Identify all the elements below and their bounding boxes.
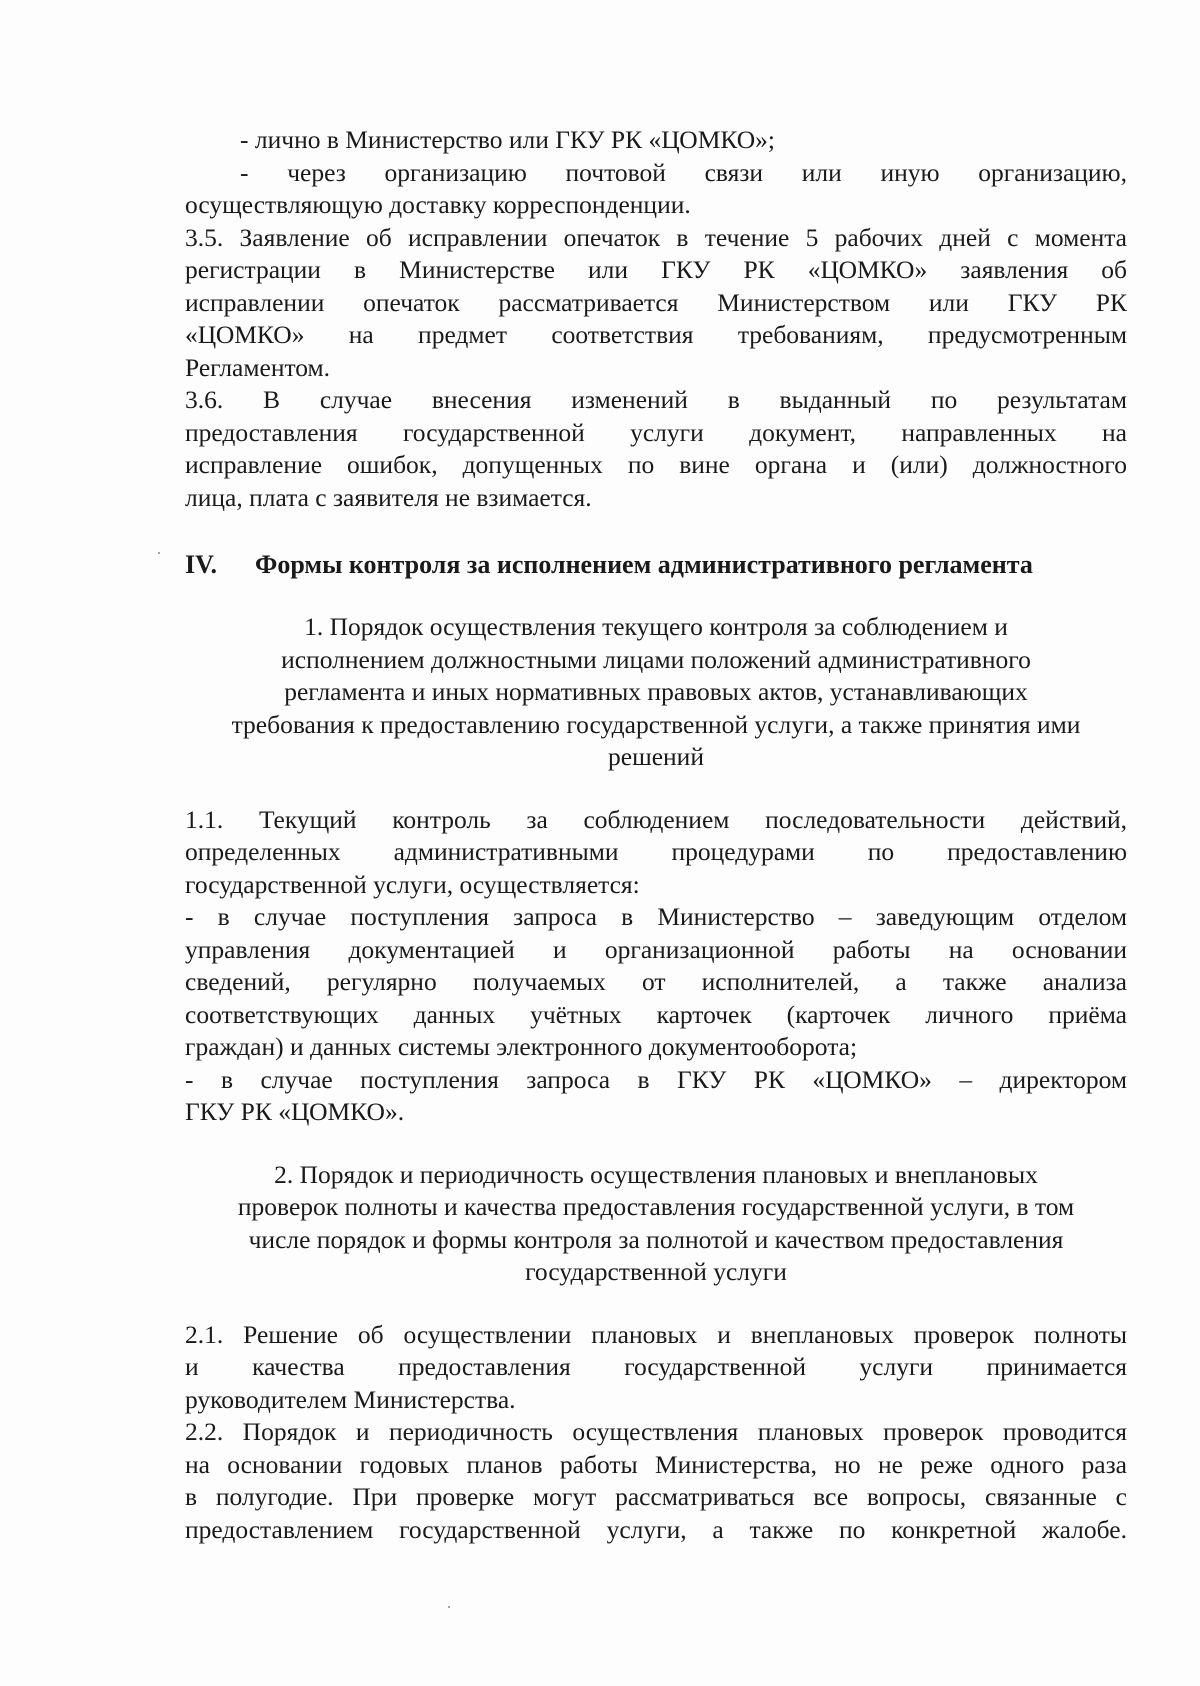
paragraph-line: исправление ошибок, допущенных по вине органа и (или) должностного	[185, 450, 1127, 479]
section-title: Формы контроля за исполнением административного регламента	[255, 550, 1033, 579]
paragraph-line: в полугодие. При проверке могут рассматриваться все вопросы, связанные с	[185, 1482, 1127, 1511]
paragraph-line: предоставления государственной услуги документ, направленных на	[185, 417, 1127, 447]
scan-artifact	[158, 552, 160, 554]
subsection-2-heading	[185, 1159, 1127, 1289]
section-heading	[185, 548, 1127, 582]
paragraph-line: регистрации в Министерстве или ГКУ РК «ЦОМКО» заявления об	[185, 255, 1127, 284]
list-item-continuation: осуществляющую доставку корреспонденции.	[185, 190, 691, 219]
paragraph-line: руководителем Министерства.	[185, 1384, 516, 1414]
subheading-line: 1. Порядок осуществления текущего контроля за соблюдением и	[304, 612, 1008, 641]
paragraph-line: «ЦОМКО» на предмет соответствия требованиям, предусмотренным	[185, 320, 1127, 349]
scan-artifact	[448, 1606, 450, 1608]
paragraph-line: 2.2. Порядок и периодичность осуществления плановых проверок проводится	[185, 1417, 1127, 1446]
paragraph-line: граждан) и данных системы электронного документооборота;	[185, 1032, 858, 1061]
paragraph-line: соответствующих данных учётных карточек (карточек личного приёма	[185, 999, 1127, 1029]
subheading-line: проверок полноты и качества предоставления государственной услуги, в том	[237, 1192, 1075, 1221]
list-item: - через организацию почтовой связи или иную организацию,	[240, 157, 1127, 187]
paragraph-line: - в случае поступления запроса в Министерство – заведующим отделом	[185, 902, 1127, 931]
paragraph-line: ГКУ РК «ЦОМКО».	[185, 1097, 405, 1126]
paragraph-line: определенных административными процедурами по предоставлению	[185, 837, 1127, 866]
paragraph-line: государственной услуги, осуществляется:	[185, 869, 640, 899]
subheading-line: исполнением должностными лицами положений административного	[281, 644, 1031, 674]
subsection-1-heading	[185, 611, 1127, 774]
section-number: IV.	[185, 550, 218, 579]
subheading-line: регламента и иных нормативных правовых актов, устанавливающих	[284, 677, 1028, 706]
paragraph-line: 3.5. Заявление об исправлении опечаток в течение 5 рабочих дней с момента	[185, 222, 1127, 252]
paragraph-line: 2.1. Решение об осуществлении плановых и внеплановых проверок полноты	[185, 1319, 1127, 1349]
paragraph-line: и качества предоставления государственной услуги принимается	[185, 1352, 1127, 1381]
paragraph-line: исправлении опечаток рассматривается Министерством или ГКУ РК	[185, 287, 1127, 317]
paragraph-line: - в случае поступления запроса в ГКУ РК «ЦОМКО» – директором	[185, 1064, 1127, 1094]
subheading-line: 2. Порядок и периодичность осуществления плановых и внеплановых	[274, 1159, 1038, 1189]
paragraph-2-1	[185, 1319, 1127, 1417]
top-list	[185, 124, 1127, 222]
paragraph-1-1	[185, 804, 1127, 1129]
subheading-line: числе порядок и формы контроля за полнотой и качеством предоставления	[248, 1224, 1064, 1254]
paragraph-line: Регламентом.	[185, 352, 331, 382]
paragraph-2-2	[185, 1416, 1127, 1546]
paragraph-line: 3.6. В случае внесения изменений в выданный по результатам	[185, 385, 1127, 414]
paragraph-line: управления документацией и организационной работы на основании	[185, 934, 1127, 964]
list-item: - лично в Министерство или ГКУ РК «ЦОМКО»;	[240, 125, 776, 154]
document-body	[185, 124, 1127, 1546]
subheading-line: государственной услуги	[525, 1257, 787, 1286]
subheading-line: требования к предоставлению государственной услуги, а также принятия ими	[231, 709, 1081, 739]
paragraph-line: сведений, регулярно получаемых от исполнителей, а также анализа	[185, 967, 1127, 996]
paragraph-3-5	[185, 222, 1127, 385]
paragraph-line: предоставлением государственной услуги, а также по конкретной жалобе.	[185, 1514, 1127, 1544]
paragraph-line: 1.1. Текущий контроль за соблюдением последовательности действий,	[185, 804, 1127, 834]
paragraph-3-6	[185, 384, 1127, 514]
paragraph-line: на основании годовых планов работы Министерства, но не реже одного раза	[185, 1449, 1127, 1479]
subheading-line: решений	[608, 742, 704, 771]
paragraph-line: лица, плата с заявителя не взимается.	[185, 482, 592, 512]
